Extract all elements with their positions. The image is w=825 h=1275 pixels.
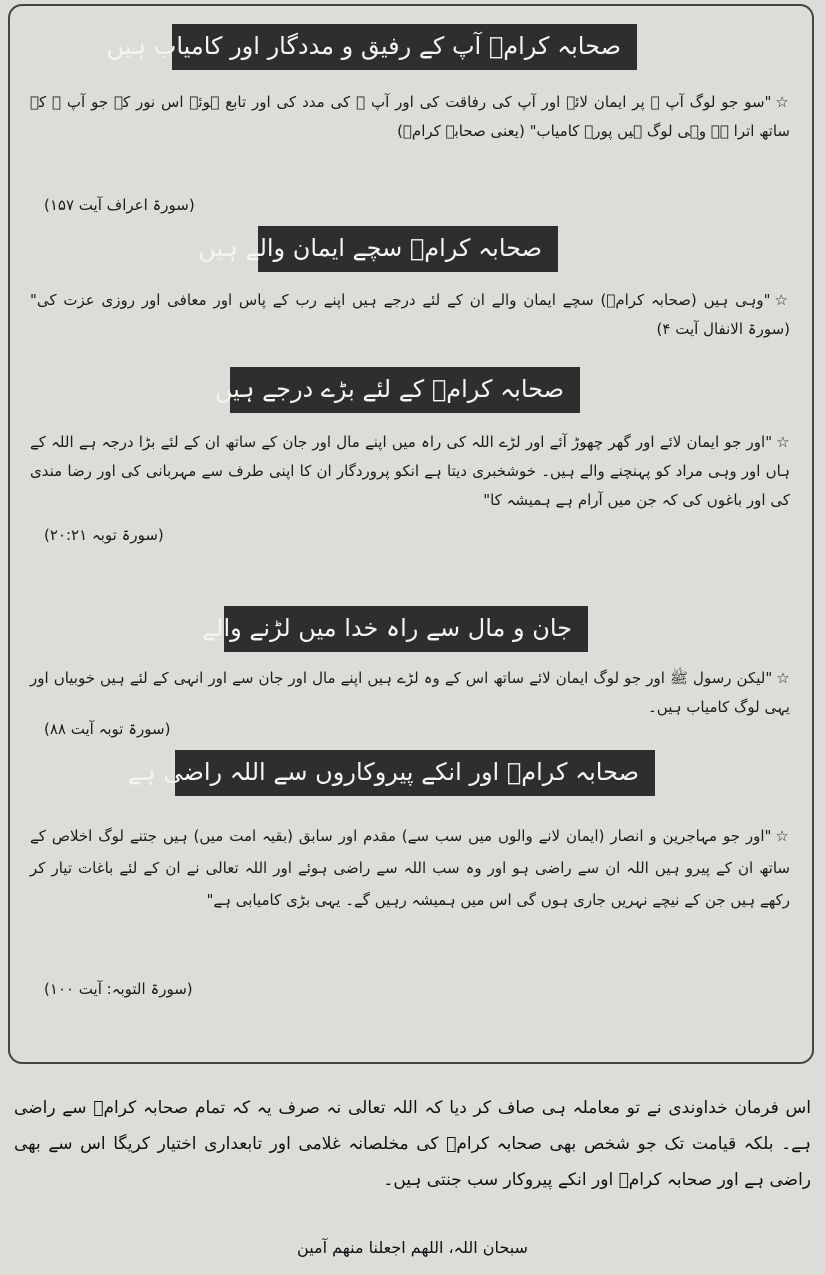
reference-tawbah-20-21: (سورۃ توبہ ۲۰:۲۱) — [44, 526, 164, 544]
star-icon: ☆ — [775, 93, 790, 111]
paragraph-text: "سو جو لوگ آپ ﷺ پر ایمان لائے اور آپ کی رفاقت کی اور آپ ﷺ کی مدد کی اور تابع ہوئے اس نور کے جو آپ ﷺ کے ساتھ اترا ہے وہی لوگ ہیں پورے کامیاب" (یعنی صحابہ کرامؓ) — [30, 93, 790, 140]
paragraph-text: "لیکن رسول ﷺ اور جو لوگ ایمان لائے ساتھ اس کے وہ لڑے ہیں اپنے مال اور جان سے اور انہی کے لئے ہیں خوبیاں اور یہی لوگ کامیاب ہیں۔ — [30, 669, 790, 716]
heading-high-ranks: صحابہ کرامؓ کے لئے بڑے درجے ہیں — [230, 367, 580, 413]
paragraph-text: "وہی ہیں (صحابہ کرامؓ) سچے ایمان والے ان کے لئے درجے ہیں اپنے رب کے پاس اور معافی اور روزی عزت کی" (سورۃ الانفال آیت ۴) — [30, 291, 790, 338]
closing-paragraph: اس فرمان خداوندی نے تو معاملہ ہی صاف کر دیا کہ اللہ تعالی نہ صرف یہ کہ تمام صحابہ کرامؓ سے راضی ہے۔ بلکہ قیامت تک جو شخص بھی صحابہ کرامؓ کی مخلصانہ غلامی اور تابعداری اختیار کریگا اس سے بھی راضی ہے اور صحابہ کرامؓ اور انکے پیروکار سب جنتی ہیں۔ — [14, 1098, 811, 1190]
reference-araf: (سورۃ اعراف آیت ۱۵۷) — [44, 196, 195, 214]
paragraph-high-ranks — [30, 428, 790, 515]
paragraph-true-believers — [30, 286, 790, 344]
closing-dua: سبحان اللہ، اللھم اجعلنا منھم آمین — [297, 1238, 528, 1257]
heading-allah-pleased: صحابہ کرامؓ اور انکے پیروکاروں سے اللہ راضی ہے — [175, 750, 655, 796]
paragraph-allah-pleased — [30, 820, 790, 916]
star-icon: ☆ — [775, 827, 790, 845]
paragraph-text: "اور جو ایمان لائے اور گھر چھوڑ آئے اور لڑے اللہ کی راہ میں اپنے مال اور جان کے ساتھ ان کے لئے بڑا درجہ ہے اللہ کے ہاں اور وہی مراد کو پہنچنے والے ہیں۔ خوشخبری دیتا ہے انکو پروردگار ان کا اپنی طرف سے مہربانی کی اور رضا مندی کی اور باغوں کی کہ جن میں آرام ہے ہمیشہ کا" — [30, 433, 790, 509]
heading-companions-helpers: صحابہ کرامؓ آپ کے رفیق و مددگار اور کامیاب ہیں — [172, 24, 637, 70]
star-icon: ☆ — [776, 433, 790, 451]
star-icon: ☆ — [776, 669, 790, 687]
paragraph-companions-helpers — [30, 88, 790, 146]
paragraph-strive-with-wealth — [30, 664, 790, 722]
paragraph-text: "اور جو مہاجرین و انصار (ایمان لانے والوں میں سب سے) مقدم اور سابق (بقیہ امت میں) ہیں جتنے لوگ اخلاص کے ساتھ ان کے پیرو ہیں اللہ ان سے راضی ہو اور وہ سب اللہ سے راضی ہوئے اور اللہ تعالی نے ان کے لئے باغات تیار کر رکھے ہیں جن کے نیچے نہریں جاری ہوں گی اس میں ہمیشہ رہیں گے۔ یہی بڑی کامیابی ہے" — [30, 827, 790, 909]
heading-true-believers: صحابہ کرامؓ سچے ایمان والے ہیں — [258, 226, 558, 272]
heading-strive-with-wealth: جان و مال سے راہ خدا میں لڑنے والے — [224, 606, 588, 652]
star-icon: ☆ — [774, 291, 790, 309]
reference-tawbah-88: (سورۃ توبہ آیت ۸۸) — [44, 720, 171, 738]
reference-tawbah-100: (سورۃ التوبہ: آیت ۱۰۰) — [44, 980, 193, 998]
